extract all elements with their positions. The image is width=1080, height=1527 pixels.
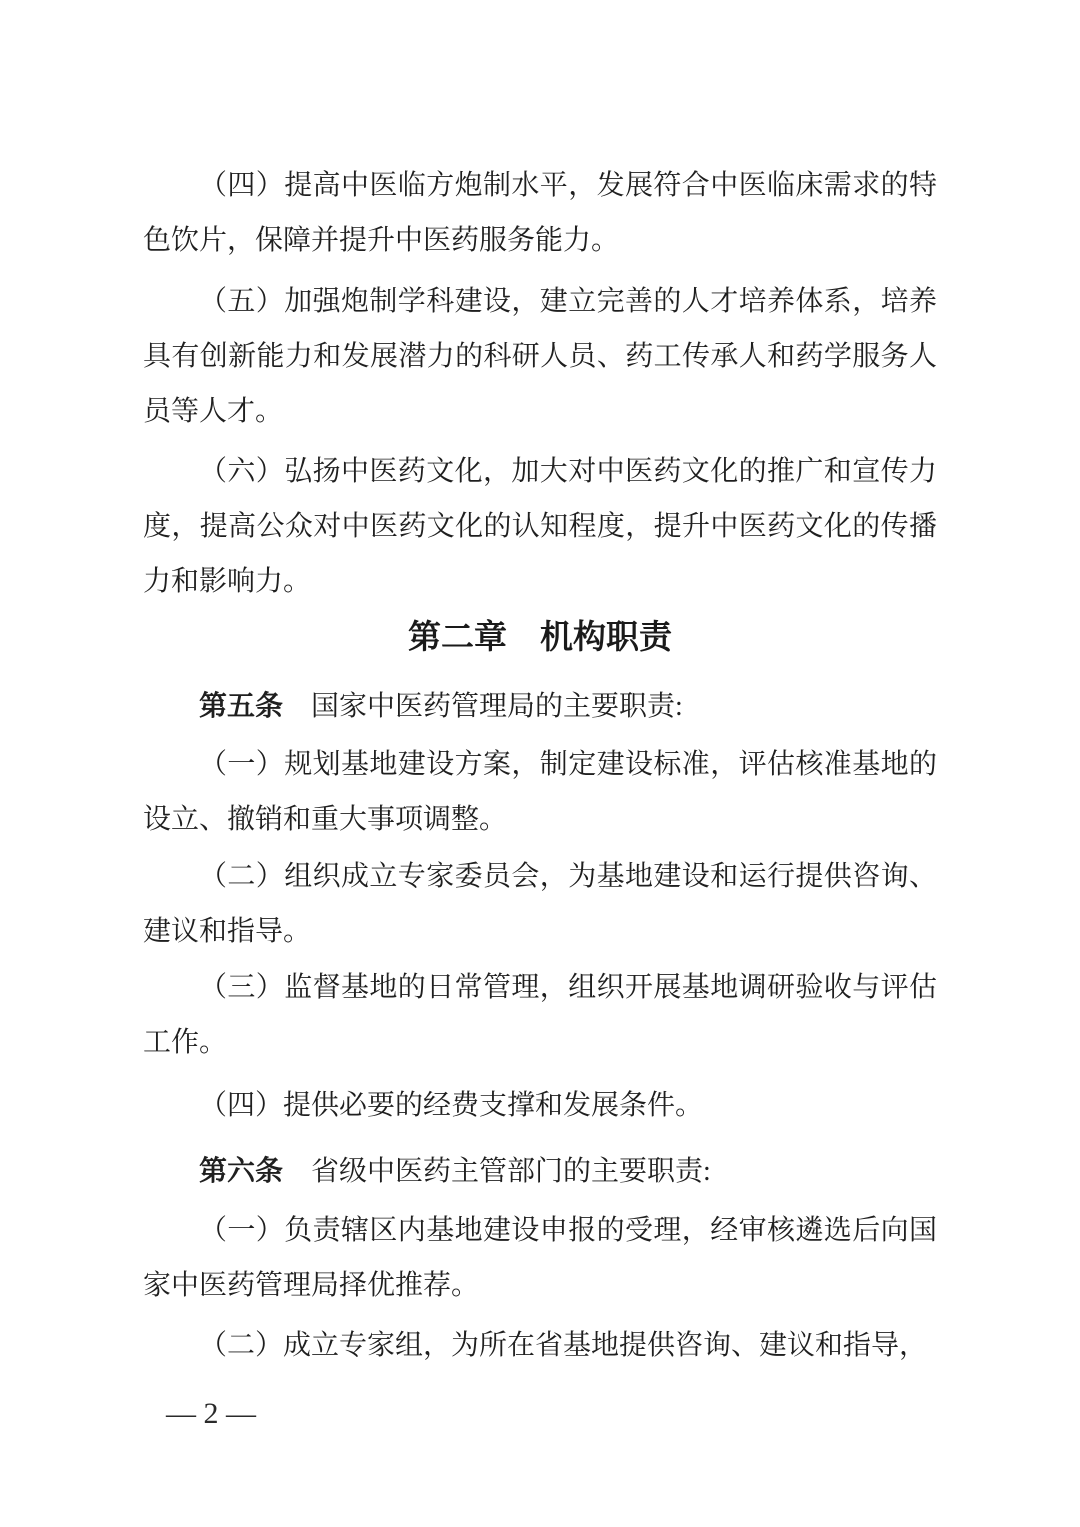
article-6-item-2-paragraph (143, 1318, 937, 1373)
article-6-item-1-paragraph (143, 1203, 937, 1313)
article-6-term: 第六条 (199, 1155, 284, 1186)
text-line: 家中医药管理局择优推荐。 (143, 1270, 480, 1301)
document-content (143, 158, 937, 1373)
article-6-paragraph (143, 1143, 937, 1199)
article-5-item-3-paragraph (143, 960, 937, 1070)
text-line: （一）规划基地建设方案，制定建设标准，评估核准基地的 (199, 749, 937, 780)
text-line: 建议和指导。 (143, 916, 312, 947)
article-5-item-1-paragraph (143, 737, 937, 847)
article-5-paragraph (143, 678, 937, 734)
text-line: 度，提高公众对中医药文化的认知程度，提升中医药文化的传播 (143, 511, 937, 542)
article-5-item-4-paragraph (143, 1078, 937, 1133)
text-line: 工作。 (143, 1027, 228, 1058)
text-line: （四）提供必要的经费支撑和发展条件。 (199, 1090, 704, 1121)
text-line: （二）组织成立专家委员会，为基地建设和运行提供咨询、 (199, 861, 937, 892)
text-line: 力和影响力。 (143, 566, 312, 597)
article-5-text: 国家中医药管理局的主要职责: (283, 691, 683, 722)
text-line (143, 1143, 937, 1199)
page-number-footer: — 2 — (166, 1397, 256, 1430)
text-line (143, 678, 937, 734)
text-line: 员等人才。 (143, 396, 284, 427)
text-line: 设立、撤销和重大事项调整。 (143, 804, 508, 835)
clause-5-paragraph (143, 274, 937, 439)
chapter-2-heading: 第二章 机构职责 (408, 618, 672, 655)
text-line: （四）提高中医临方炮制水平，发展符合中医临床需求的特 (199, 170, 937, 201)
text-line: （五）加强炮制学科建设，建立完善的人才培养体系，培养 (199, 286, 937, 317)
article-5-term: 第五条 (199, 690, 284, 721)
article-5-item-2-paragraph (143, 849, 937, 959)
text-line: 色饮片，保障并提升中医药服务能力。 (143, 225, 620, 256)
clause-4-paragraph (143, 158, 937, 268)
text-line: （六）弘扬中医药文化，加大对中医药文化的推广和宣传力 (199, 456, 937, 487)
text-line: （三）监督基地的日常管理，组织开展基地调研验收与评估 (199, 972, 937, 1003)
text-line: （一）负责辖区内基地建设申报的受理，经审核遴选后向国 (199, 1215, 937, 1246)
article-6-text: 省级中医药主管部门的主要职责: (283, 1156, 711, 1187)
text-line: 具有创新能力和发展潜力的科研人员、药工传承人和药学服务人 (143, 341, 937, 372)
clause-6-paragraph (143, 444, 937, 609)
text-line: （二）成立专家组，为所在省基地提供咨询、建议和指导， (199, 1330, 928, 1361)
